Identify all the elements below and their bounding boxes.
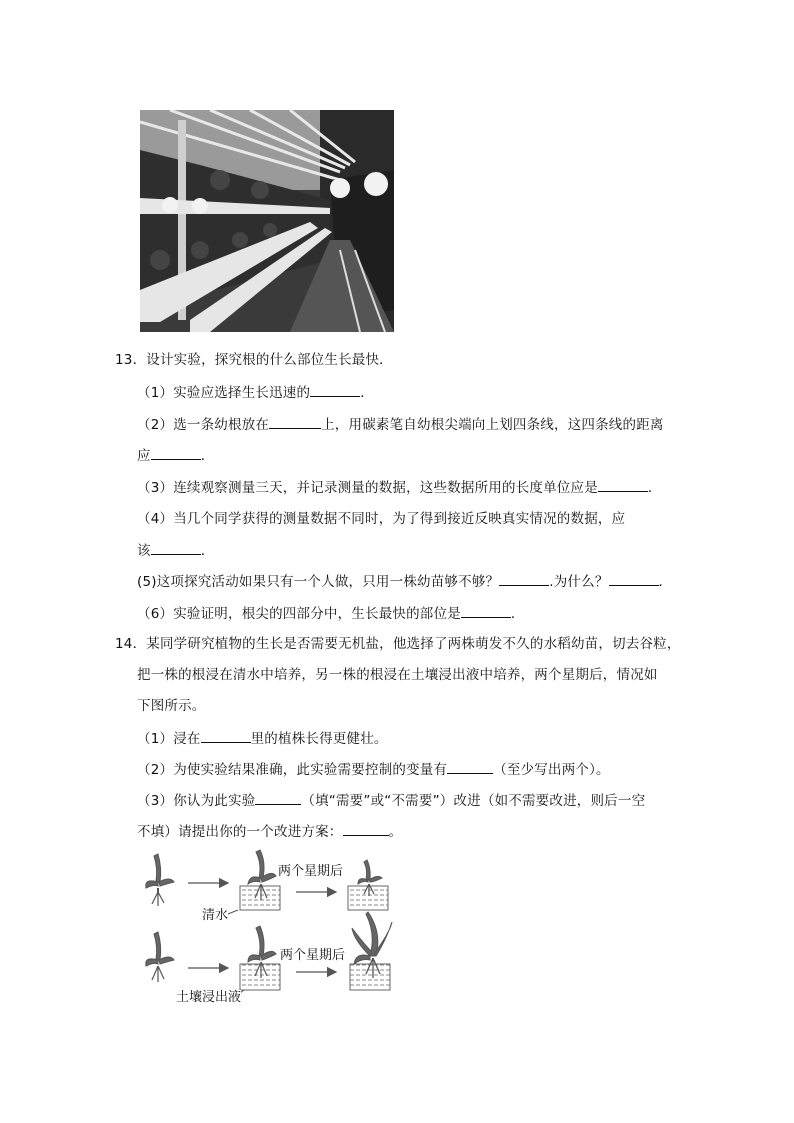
answer-blank[interactable]: [598, 478, 648, 492]
q13-part-6: （6）实验证明，根尖的四部分中，生长最快的部位是 ．: [137, 606, 525, 622]
q13-part-2-cont: 应 ．: [137, 448, 215, 464]
q14-title: 14．某同学研究植物的生长是否需要无机盐，他选择了两株萌发不久的水稻幼苗，切去谷粒，: [115, 636, 681, 652]
diagram-drawing: [140, 848, 400, 1013]
greenhouse-photo: [140, 110, 394, 332]
q14-title-line-2: 把一株的根浸在清水中培养，另一株的根浸在土壤浸出液中培养，两个星期后，情况如: [137, 667, 658, 683]
q14-part-1: （1）浸在 里的植株长得更健壮。: [137, 731, 388, 747]
q14-part-3: （3）你认为此实验 （填“需要”或“不需要”）改进（如不需要改进，则后一空: [137, 793, 646, 809]
answer-blank[interactable]: [201, 729, 251, 743]
seedling-row-soil: [146, 912, 392, 996]
q13-part-4: （4）当几个同学获得的测量数据不同时，为了得到接近反映真实情况的数据，应: [137, 511, 626, 527]
q13-part-3: （3）连续观察测量三天，并记录测量的数据，这些数据所用的长度单位应是 ．: [137, 480, 662, 496]
q13-part-2: （2）选一条幼根放在 上，用碳素笔自幼根尖端向上划四条线，这四条线的距离: [137, 417, 664, 433]
answer-blank[interactable]: [447, 760, 493, 774]
answer-blank[interactable]: [151, 446, 201, 460]
label-two-weeks-bottom: 两个星期后: [280, 948, 346, 963]
answer-blank[interactable]: [255, 791, 301, 805]
seedling-row-water: [146, 850, 388, 914]
label-soil-extract: 土壤浸出液: [176, 990, 242, 1005]
answer-blank[interactable]: [499, 572, 549, 586]
answer-blank[interactable]: [151, 541, 201, 555]
answer-blank[interactable]: [609, 572, 659, 586]
label-water: 清水: [202, 908, 229, 923]
answer-blank[interactable]: [269, 415, 321, 429]
q13-part-4-cont: 该 ．: [137, 543, 215, 559]
answer-blank[interactable]: [461, 604, 511, 618]
q13-part-1: （1）实验应选择生长迅速的 ．: [137, 385, 374, 401]
q13-title: 13．设计实验，探究根的什么部位生长最快．: [115, 352, 393, 368]
experiment-diagram: [140, 848, 400, 1013]
answer-blank[interactable]: [310, 383, 360, 397]
label-two-weeks-top: 两个星期后: [278, 864, 344, 879]
q13-part-5: (5)这项探究活动如果只有一个人做，只用一株幼苗够不够？ .为什么？ ．: [137, 574, 673, 590]
q14-part-2: （2）为使实验结果准确，此实验需要控制的变量有 （至少写出两个）。: [137, 762, 610, 778]
q14-title-line-3: 下图所示。: [137, 698, 206, 714]
answer-blank[interactable]: [343, 822, 389, 836]
q14-part-3-cont: 不填）请提出你的一个改进方案： 。: [137, 824, 403, 840]
